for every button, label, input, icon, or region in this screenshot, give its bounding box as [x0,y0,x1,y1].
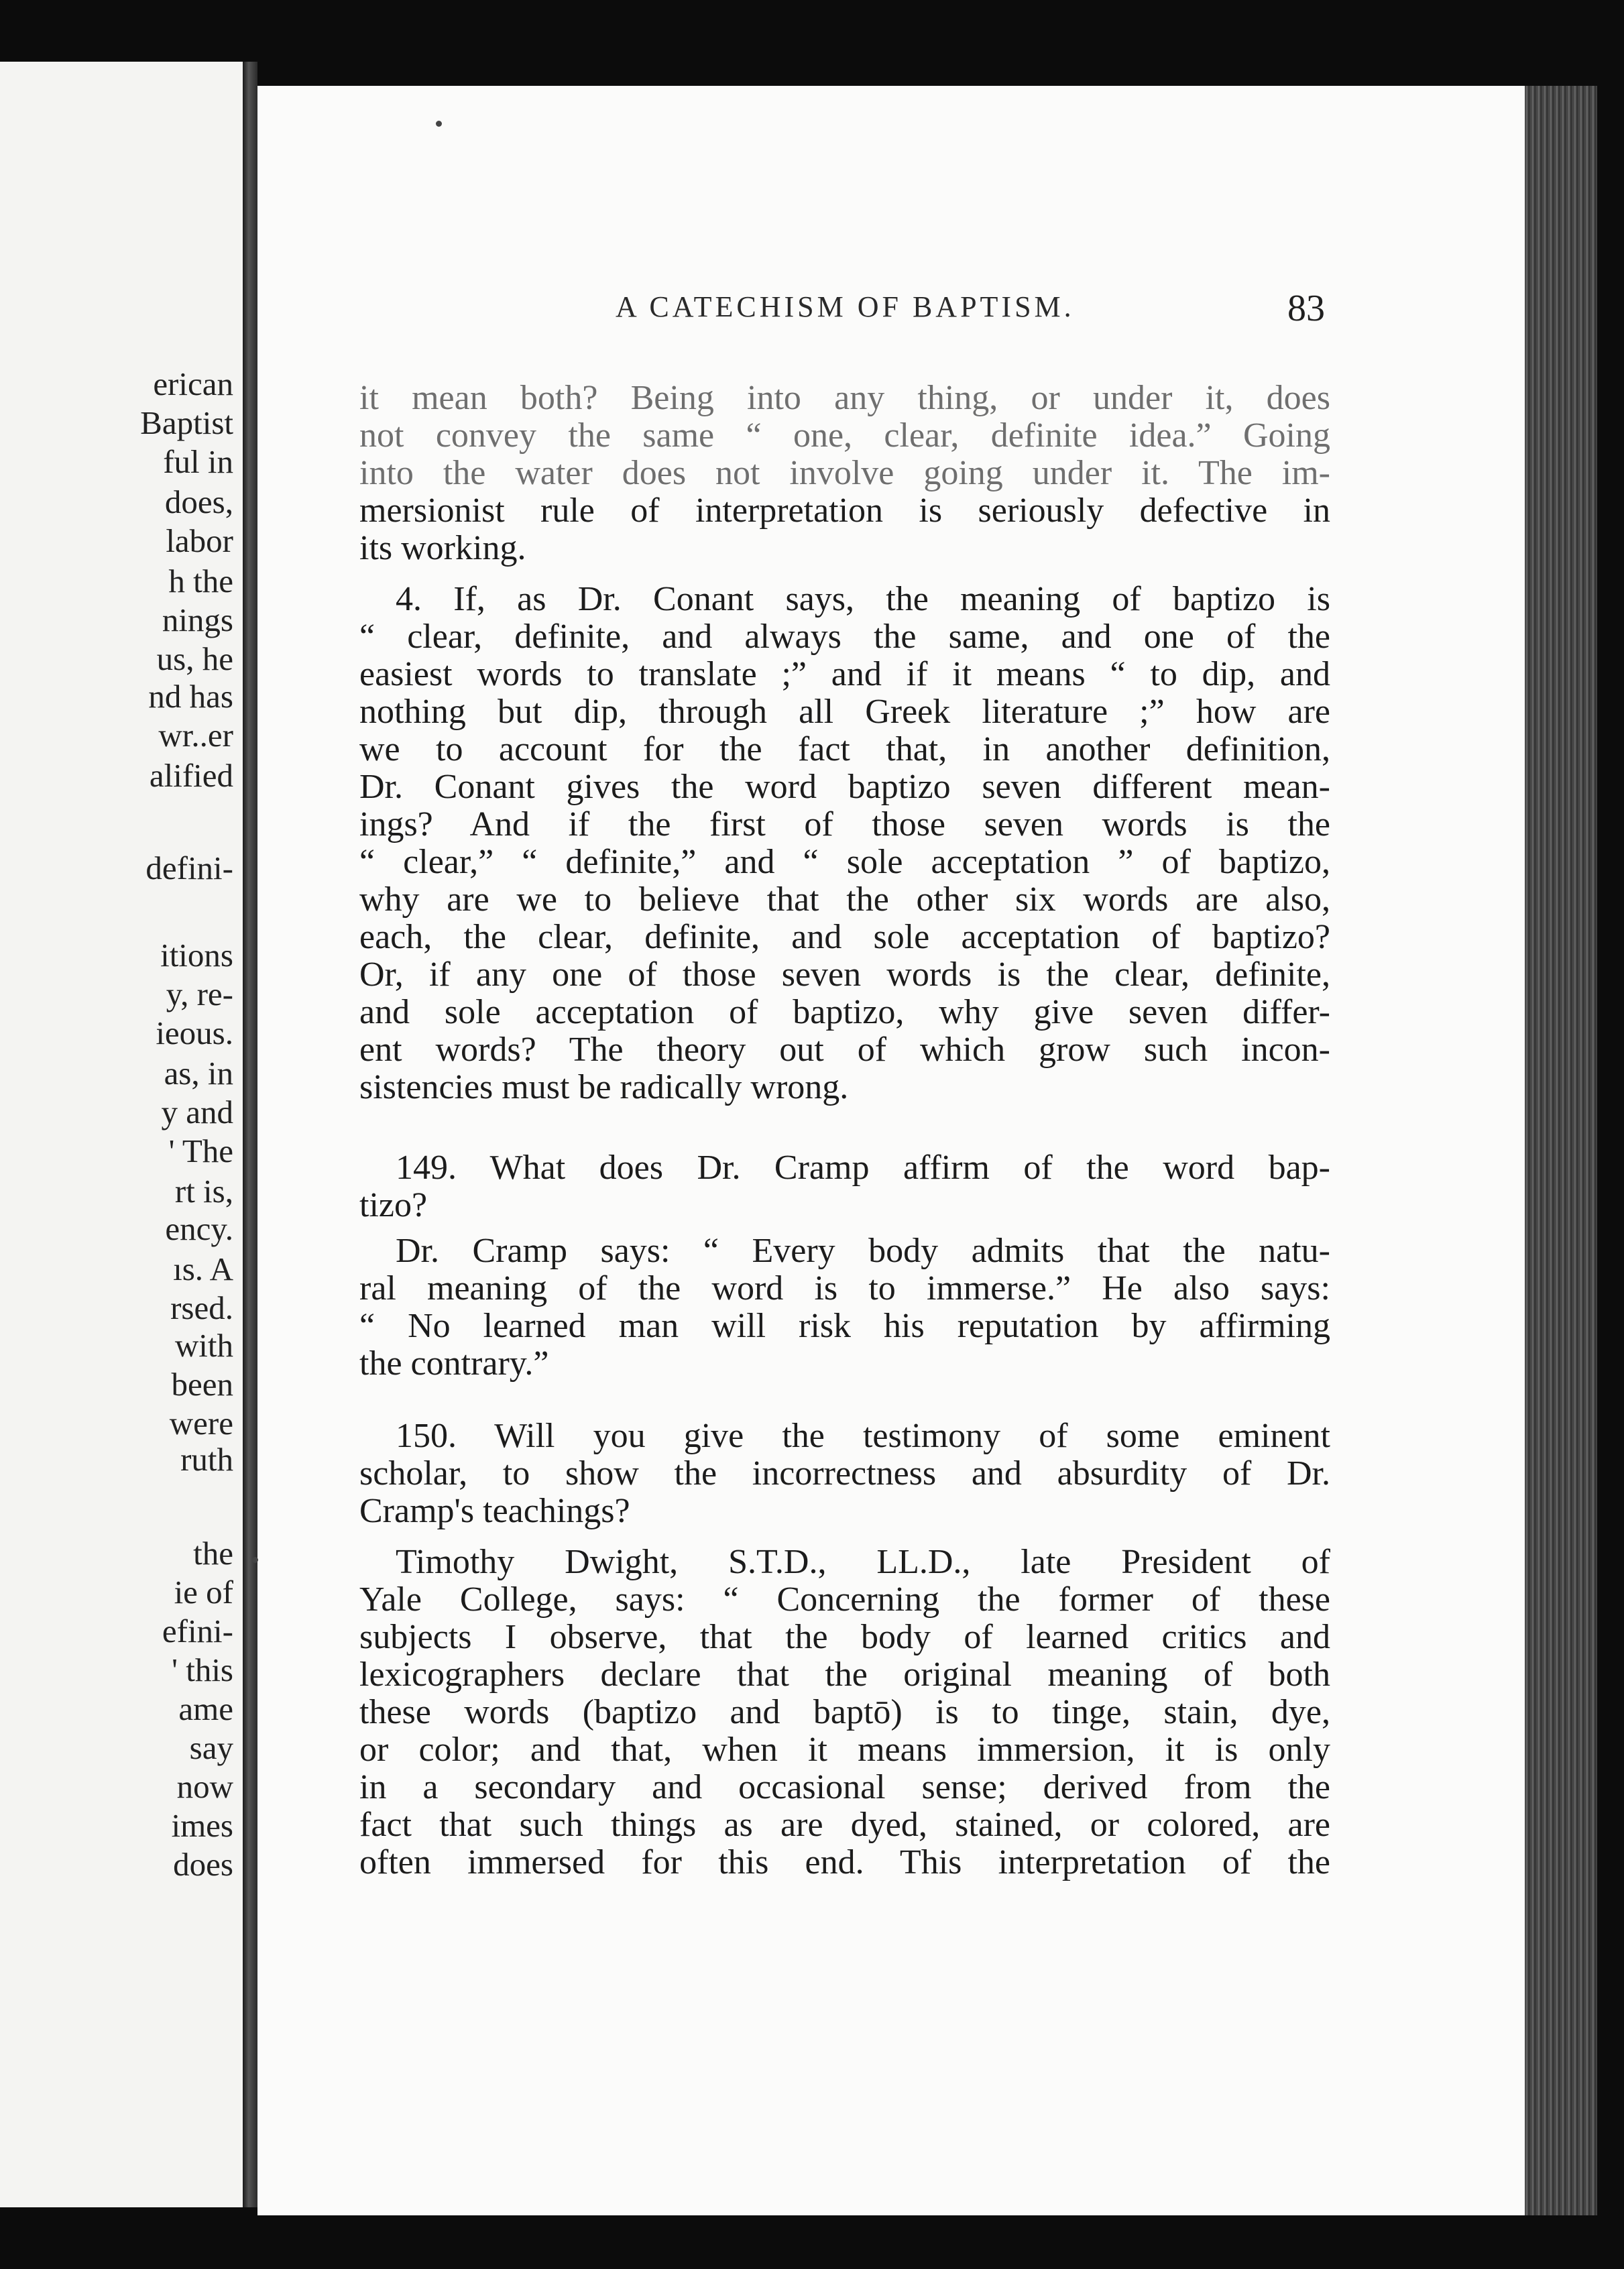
left-page-text-fragment: now [176,1768,233,1805]
left-page-text-fragment: y, re- [166,976,233,1012]
left-page-text-fragment: itions [160,937,233,974]
running-head: A CATECHISM OF BAPTISM. [616,290,1075,323]
body-text-line: Cramp's teachings? [359,1492,630,1530]
left-page-text-fragment: us, he [156,640,233,677]
body-text-line: in a secondary and occasional sense; derived from the [359,1768,1330,1806]
left-page-text-fragment: ame [178,1690,233,1727]
left-page-text-fragment: wr..er [158,717,233,754]
left-page-text-fragment: ency. [165,1210,233,1247]
left-page-text-fragment: the [193,1535,233,1572]
body-text-line: scholar, to show the incorrectness and absurdity of Dr. [359,1454,1330,1493]
body-text-line: lexicographers declare that the original meaning of both [359,1655,1330,1694]
left-page-text-fragment: does, [164,483,233,520]
body-text-line: its working. [359,529,526,567]
body-text-line: 149. What does Dr. Cramp affirm of the word bap- [396,1149,1330,1187]
left-page-text-fragment: ıs. A [173,1250,233,1287]
left-page-text-fragment: defini- [146,850,233,886]
body-text-line: nothing but dip, through all Greek literature ;” how are [359,693,1330,731]
left-page-fragment [0,62,243,2207]
body-text-line: Or, if any one of those seven words is the clear, definite, [359,955,1330,994]
body-text-line: ral meaning of the word is to immerse.” He also says: [359,1269,1330,1307]
left-page-text-fragment: were [169,1405,233,1442]
left-page-text-fragment: nings [162,601,233,638]
body-text-line: “ clear,” “ definite,” and “ sole acceptation ” of baptizo, [359,843,1330,881]
left-page-text-fragment: ful in [163,443,233,480]
body-text-line: these words (baptizo and baptō) is to tinge, stain, dye, [359,1693,1330,1731]
speck [436,121,442,127]
left-page-text-fragment: as, in [164,1055,233,1092]
left-page-text-fragment: does [173,1846,233,1883]
speck [252,1557,258,1563]
left-page-text-fragment: labor [166,522,233,559]
left-page-text-fragment: say [189,1729,233,1766]
left-page-text-fragment: h the [168,563,233,599]
left-page-text-fragment: ' The [168,1132,233,1169]
left-page-text-fragment: rsed. [170,1289,233,1326]
body-text-line: ings? And if the first of those seven words is the [359,805,1330,843]
body-text-line: each, the clear, definite, and sole acceptation of baptizo? [359,918,1330,956]
left-page-text-fragment: y and [161,1094,233,1130]
body-text-line: 150. Will you give the testimony of some eminent [396,1417,1330,1455]
body-text-line: not convey the same “ one, clear, definite idea.” Going [359,416,1330,455]
body-text-line: it mean both? Being into any thing, or under it, does [359,379,1330,417]
body-text-line: often immersed for this end. This interpretation of the [359,1843,1330,1881]
body-text-line: Timothy Dwight, S.T.D., LL.D., late President of [396,1543,1330,1581]
page-edge-stack [1525,86,1597,2215]
body-text-line: “ No learned man will risk his reputation by affirming [359,1307,1330,1345]
body-text-line: into the water does not involve going under it. The im- [359,454,1330,492]
left-page-text-fragment: ' this [172,1651,233,1688]
body-text-line: “ clear, definite, and always the same, and one of the [359,618,1330,656]
left-page-text-fragment: imes [171,1807,233,1844]
left-page-text-fragment: been [171,1366,233,1403]
body-text-line: tizo? [359,1186,428,1224]
body-text-line: mersionist rule of interpretation is seriously defective in [359,491,1330,530]
body-text-line: Dr. Conant gives the word baptizo seven different mean- [359,768,1330,806]
body-text-line: why are we to believe that the other six words are also, [359,880,1330,919]
left-page-text-fragment: ieous. [156,1014,233,1051]
left-page-text-fragment: with [174,1327,233,1364]
body-text-line: easiest words to translate ;” and if it means “ to dip, and [359,655,1330,693]
left-page-text-fragment: nd has [148,678,233,715]
body-text-line: fact that such things as are dyed, stained, or colored, are [359,1806,1330,1844]
left-page-text-fragment: rt is, [174,1173,233,1210]
left-page-text-fragment: ruth [180,1441,233,1478]
page-number: 83 [1287,288,1325,329]
body-text-line: 4. If, as Dr. Conant says, the meaning of baptizo is [396,580,1330,618]
book-gutter [243,62,257,2207]
left-page-text-fragment: ie of [174,1574,233,1611]
left-page-text-fragment: Baptist [140,404,233,441]
body-text-line: the contrary.” [359,1344,549,1383]
body-text-line: we to account for the fact that, in another definition, [359,730,1330,768]
left-page-text-fragment: erican [153,365,233,402]
left-page-text-fragment: efini- [162,1613,233,1649]
body-text-line: and sole acceptation of baptizo, why give seven differ- [359,993,1330,1031]
left-page-text-fragment: alified [149,757,233,794]
body-text-line: ent words? The theory out of which grow such incon- [359,1031,1330,1069]
body-text-line: or color; and that, when it means immersion, it is only [359,1731,1330,1769]
body-text-line: Dr. Cramp says: “ Every body admits that the natu- [396,1232,1330,1270]
body-text-line: sistencies must be radically wrong. [359,1068,849,1106]
body-text-line: Yale College, says: “ Concerning the former of these [359,1580,1330,1619]
body-text-line: subjects I observe, that the body of learned critics and [359,1618,1330,1656]
